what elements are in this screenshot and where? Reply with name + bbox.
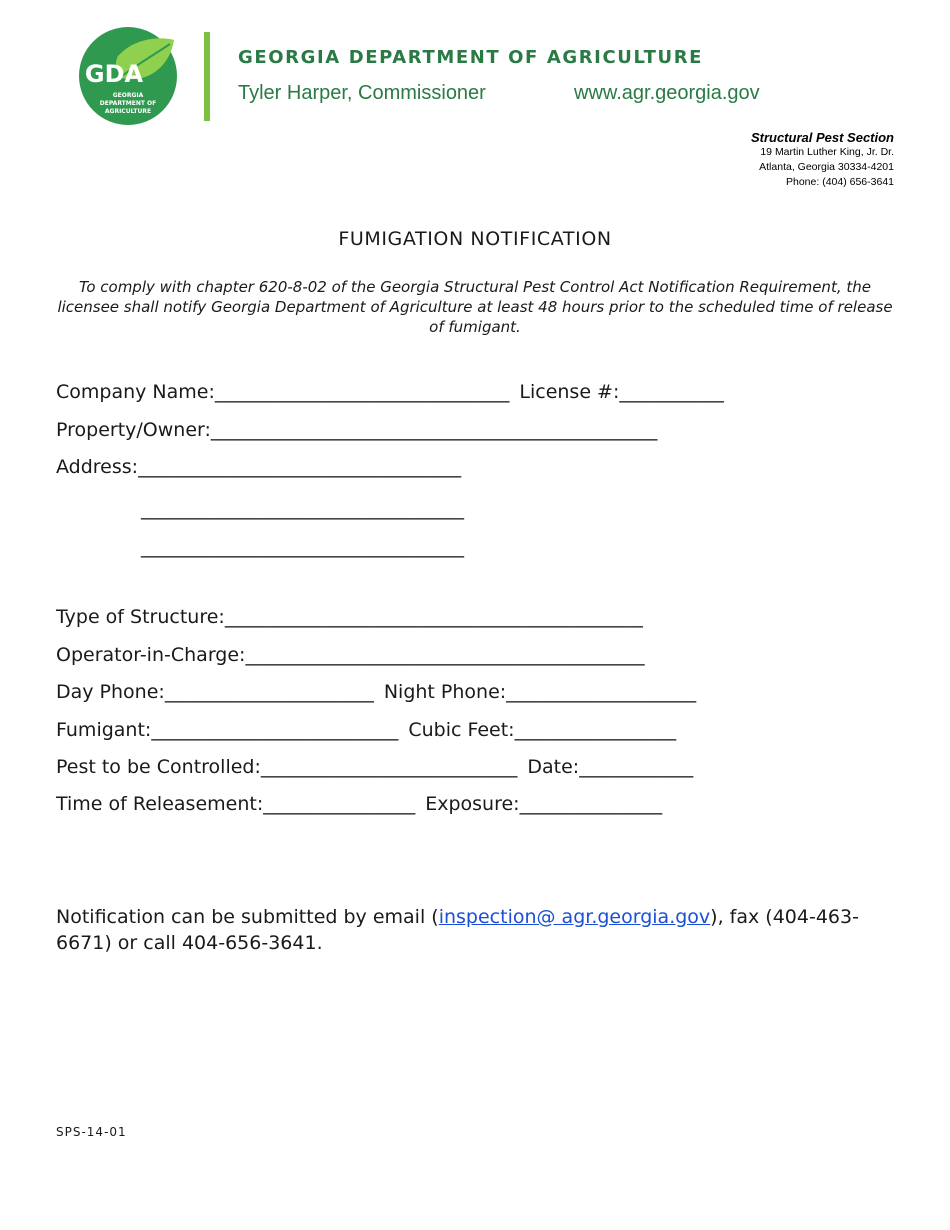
- section-name: Structural Pest Section: [750, 130, 894, 145]
- exposure-field[interactable]: Exposure:_______________: [425, 793, 663, 815]
- header-divider: [204, 32, 210, 121]
- form-row-company: [56, 380, 724, 404]
- commissioner-name: Tyler Harper, Commissioner: [238, 82, 486, 104]
- release-time-field[interactable]: Time of Releasement:________________: [56, 793, 416, 815]
- form-number: SPS-14-01: [56, 1125, 127, 1139]
- address-field-line2[interactable]: __________________________________: [141, 498, 464, 520]
- date-field[interactable]: Date:____________: [527, 756, 694, 778]
- logo-text: GDA: [84, 60, 144, 88]
- svg-text:AGRICULTURE: AGRICULTURE: [104, 108, 152, 115]
- intro-paragraph: To comply with chapter 620-8-02 of the Georgia Structural Pest Control Act Notification Requirement, the licensee shall notify Georgia Department of Agriculture at least 48 hours prior to the scheduled time of release of fumigant.: [57, 278, 893, 336]
- property-owner-field[interactable]: Property/Owner:_______________________________________________: [56, 419, 658, 441]
- svg-text:GEORGIA: GEORGIA: [112, 92, 144, 99]
- submission-notice: [56, 904, 896, 956]
- form-title: FUMIGATION NOTIFICATION: [338, 228, 612, 250]
- agency-name: GEORGIA DEPARTMENT OF AGRICULTURE: [238, 47, 704, 68]
- svg-text:DEPARTMENT OF: DEPARTMENT OF: [99, 100, 157, 107]
- notice-text-before: Notification can be submitted by email (: [56, 906, 439, 928]
- night-phone-field[interactable]: Night Phone:____________________: [383, 681, 697, 703]
- form-row-phones: [56, 680, 696, 704]
- form-row-release: [56, 792, 662, 816]
- section-city: Atlanta, Georgia 30334-4201: [759, 161, 894, 173]
- agency-website[interactable]: www.agr.georgia.gov: [574, 82, 760, 104]
- structure-type-field[interactable]: Type of Structure:____________________________________________: [56, 606, 643, 628]
- gda-logo: [78, 26, 178, 126]
- section-address: [751, 130, 894, 190]
- fumigant-field[interactable]: Fumigant:__________________________: [56, 719, 399, 741]
- section-phone: Phone: (404) 656-3641: [786, 176, 894, 188]
- day-phone-field[interactable]: Day Phone:______________________: [56, 681, 374, 703]
- cubic-feet-field[interactable]: Cubic Feet:_________________: [408, 719, 677, 741]
- address-field-line3[interactable]: __________________________________: [141, 536, 464, 558]
- notice-text-after: ), fax (404-463-6671) or call 404-656-3641.: [56, 906, 859, 954]
- operator-in-charge-field[interactable]: Operator-in-Charge:__________________________________________: [56, 644, 645, 666]
- section-street: 19 Martin Luther King, Jr. Dr.: [760, 146, 894, 158]
- pest-controlled-field[interactable]: Pest to be Controlled:___________________________: [56, 756, 518, 778]
- address-field-line1[interactable]: Address:__________________________________: [56, 456, 462, 478]
- company-name-field[interactable]: Company Name:_______________________________: [56, 381, 510, 403]
- form-row-fumigant: [56, 718, 676, 742]
- license-field[interactable]: License #:___________: [519, 381, 724, 403]
- email-link[interactable]: inspection@ agr.georgia.gov: [438, 906, 711, 928]
- form-row-pest: [56, 755, 693, 779]
